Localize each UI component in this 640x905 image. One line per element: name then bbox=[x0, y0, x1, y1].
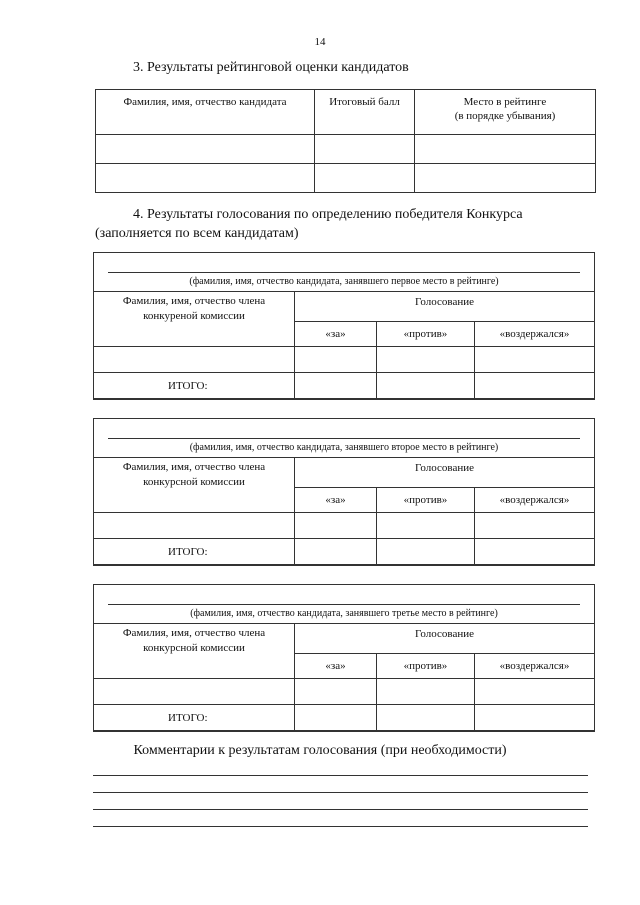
candidate-caption: (фамилия, имя, отчество кандидата, занявшего второе место в рейтинге) bbox=[189, 442, 499, 453]
candidate-caption: (фамилия, имя, отчество кандидата, занявшего первое место в рейтинге) bbox=[189, 276, 499, 287]
vote-abstain-header: «воздержался» bbox=[475, 653, 595, 678]
total-row bbox=[94, 705, 595, 732]
table-cell[interactable] bbox=[377, 539, 475, 566]
table-cell[interactable] bbox=[94, 347, 295, 373]
vote-table-first-place bbox=[93, 252, 595, 399]
final-score-header: Итоговый балл bbox=[315, 90, 415, 135]
vote-against-header: «против» bbox=[377, 487, 475, 512]
table-cell[interactable] bbox=[96, 135, 315, 164]
voting-header: Голосование bbox=[295, 458, 595, 488]
member-header-line2: конкурсной комиссии bbox=[143, 476, 245, 488]
table-cell[interactable] bbox=[295, 539, 377, 566]
rating-place-header bbox=[415, 90, 596, 135]
table-cell[interactable] bbox=[377, 347, 475, 373]
table-cell[interactable] bbox=[295, 513, 377, 539]
comments-title: Комментарии к результатам голосования (при необходимости) bbox=[133, 743, 507, 758]
vote-against-header: «против» bbox=[377, 653, 475, 678]
section-4-title-line2: (заполняется по всем кандидатам) bbox=[95, 226, 299, 241]
table-cell[interactable] bbox=[377, 705, 475, 732]
comment-line[interactable] bbox=[93, 775, 588, 776]
vote-for-header: «за» bbox=[295, 653, 377, 678]
section-3-title: 3. Результаты рейтинговой оценки кандидатов bbox=[133, 60, 409, 75]
rating-place-label: Место в рейтинге bbox=[463, 96, 547, 108]
vote-for-header: «за» bbox=[295, 321, 377, 346]
member-name-header bbox=[94, 458, 295, 513]
table-cell[interactable] bbox=[475, 539, 595, 566]
table-cell[interactable] bbox=[377, 679, 475, 705]
table-cell[interactable] bbox=[475, 513, 595, 539]
table-cell[interactable] bbox=[475, 705, 595, 732]
table-cell[interactable] bbox=[377, 513, 475, 539]
total-row bbox=[94, 373, 595, 400]
table-cell[interactable] bbox=[295, 679, 377, 705]
member-header-line1: Фамилия, имя, отчество члена bbox=[122, 461, 266, 473]
candidate-name-line[interactable] bbox=[108, 604, 580, 605]
member-header-line1: Фамилия, имя, отчество члена bbox=[122, 295, 266, 307]
member-name-header bbox=[94, 624, 295, 679]
vote-abstain-header: «воздержался» bbox=[475, 487, 595, 512]
table-cell[interactable] bbox=[96, 164, 315, 193]
table-cell[interactable] bbox=[315, 135, 415, 164]
section-4-title-line1 bbox=[95, 205, 590, 224]
member-name-header bbox=[94, 292, 295, 347]
table-cell[interactable] bbox=[94, 679, 295, 705]
table-cell[interactable] bbox=[475, 373, 595, 400]
candidate-name-line[interactable] bbox=[108, 438, 580, 439]
vote-grid bbox=[93, 457, 595, 566]
rating-table bbox=[95, 89, 596, 193]
vote-grid bbox=[93, 291, 595, 400]
candidate-name-line[interactable] bbox=[108, 272, 580, 273]
member-header-line2: конкуреной комиссии bbox=[143, 310, 245, 322]
section-4-title bbox=[95, 205, 590, 243]
comment-line[interactable] bbox=[93, 809, 588, 810]
table-cell[interactable] bbox=[295, 373, 377, 400]
vote-table-third-place bbox=[93, 584, 595, 731]
member-header-line2: конкурсной комиссии bbox=[143, 642, 245, 654]
table-row bbox=[94, 347, 595, 373]
table-cell[interactable] bbox=[94, 513, 295, 539]
table-row bbox=[94, 679, 595, 705]
table-row bbox=[96, 164, 596, 193]
total-row bbox=[94, 539, 595, 566]
table-cell[interactable] bbox=[475, 347, 595, 373]
candidate-caption: (фамилия, имя, отчество кандидата, занявшего третье место в рейтинге) bbox=[190, 608, 498, 619]
table-cell[interactable] bbox=[315, 164, 415, 193]
section-4-title-text: 4. Результаты голосования по определению победителя Конкурса bbox=[133, 207, 523, 222]
voting-header: Голосование bbox=[295, 292, 595, 322]
table-cell[interactable] bbox=[415, 164, 596, 193]
vote-grid bbox=[93, 623, 595, 732]
vote-against-header: «против» bbox=[377, 321, 475, 346]
rating-order-label: (в порядке убывания) bbox=[454, 110, 556, 122]
table-header-row bbox=[96, 90, 596, 135]
page-number: 14 bbox=[314, 36, 326, 48]
table-cell[interactable] bbox=[377, 373, 475, 400]
voting-header: Голосование bbox=[295, 624, 595, 654]
vote-for-header: «за» bbox=[295, 487, 377, 512]
total-label: ИТОГО: bbox=[94, 705, 295, 732]
table-cell[interactable] bbox=[415, 135, 596, 164]
comment-line[interactable] bbox=[93, 826, 588, 827]
table-cell[interactable] bbox=[295, 347, 377, 373]
table-row bbox=[94, 513, 595, 539]
vote-table-second-place bbox=[93, 418, 595, 565]
table-row bbox=[96, 135, 596, 164]
member-header-line1: Фамилия, имя, отчество члена bbox=[122, 627, 266, 639]
vote-abstain-header: «воздержался» bbox=[475, 321, 595, 346]
candidate-name-header: Фамилия, имя, отчество кандидата bbox=[96, 90, 315, 135]
table-cell[interactable] bbox=[295, 705, 377, 732]
table-cell[interactable] bbox=[475, 679, 595, 705]
total-label: ИТОГО: bbox=[94, 539, 295, 566]
total-label: ИТОГО: bbox=[94, 373, 295, 400]
comment-line[interactable] bbox=[93, 792, 588, 793]
